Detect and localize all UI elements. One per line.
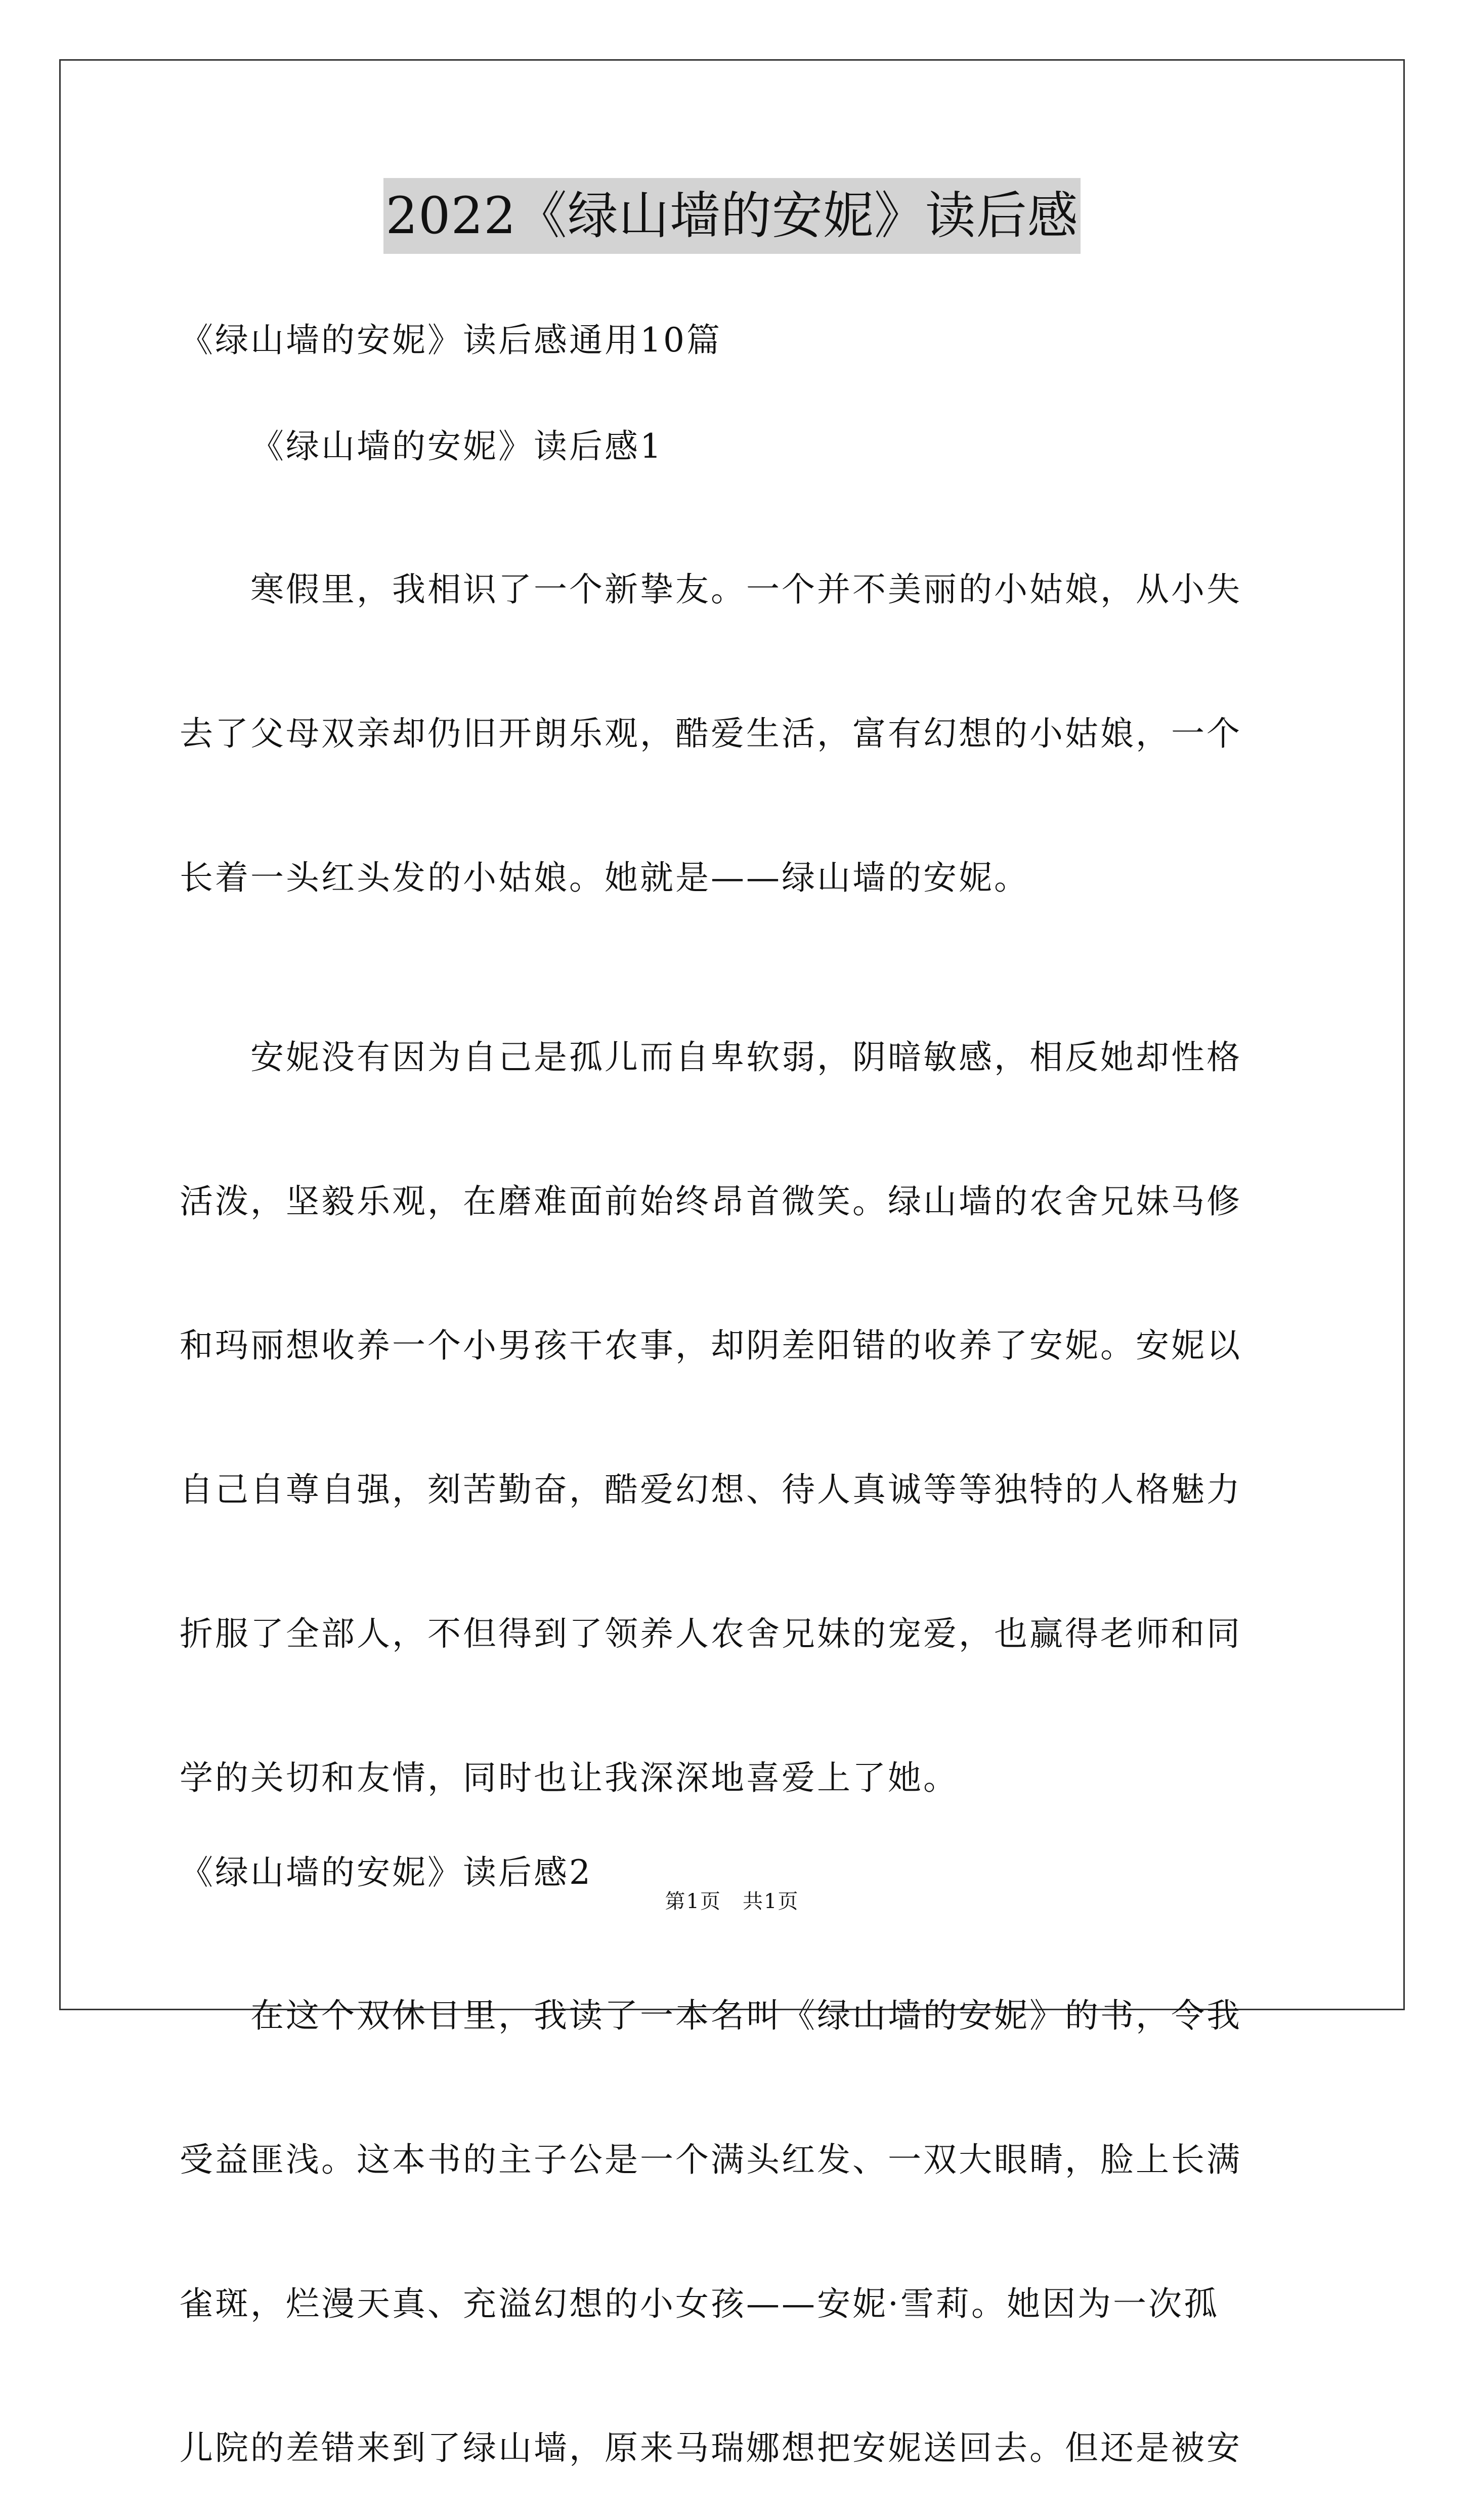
paragraph-line: 活泼，坚毅乐观，在磨难面前始终昂首微笑。绿山墙的农舍兄妹马修 — [180, 1182, 1242, 1221]
paragraph-line: 自己自尊自强，刻苦勤奋，酷爱幻想、待人真诚等等独特的人格魅力 — [180, 1470, 1242, 1509]
paragraph-line: 去了父母双亲却仍旧开朗乐观，酷爱生活，富有幻想的小姑娘，一个 — [180, 714, 1242, 753]
paragraph-3 — [180, 1943, 1293, 2520]
paragraph-1 — [180, 517, 1293, 950]
paragraph-line: 雀斑，烂漫天真、充溢幻想的小女孩——安妮·雪莉。她因为一次孤 — [180, 2284, 1219, 2323]
paragraph-line: 受益匪浅。这本书的主子公是一个满头红发、一双大眼睛，脸上长满 — [180, 2140, 1242, 2179]
section-heading-2: 《绿山墙的安妮》读后感2 — [180, 1853, 592, 1892]
document-subtitle: 《绿山墙的安妮》读后感通用10篇 — [180, 321, 722, 360]
paragraph-line: 在这个双休日里，我读了一本名叫《绿山墙的安妮》的书，令我 — [250, 1996, 1242, 2035]
document-body — [180, 302, 1293, 2520]
paragraph-line: 寒假里，我相识了一个新挚友。一个并不美丽的小姑娘，从小失 — [250, 570, 1242, 609]
paragraph-line: 安妮没有因为自己是孤儿而自卑软弱，阴暗敏感，相反她却性格 — [250, 1038, 1242, 1077]
page-footer — [0, 1885, 1464, 1914]
section-heading-1: 《绿山墙的安妮》读后感1 — [250, 427, 663, 466]
paragraph-line: 折服了全部人，不但得到了领养人农舍兄妹的宠爱，也赢得老师和同 — [180, 1614, 1242, 1653]
paragraph-2 — [180, 985, 1293, 1850]
page-number: 第1页 共1页 — [665, 1890, 799, 1913]
paragraph-line: 儿院的差错来到了绿山墙，原来马瑞娜想把安妮送回去。但还是被安 — [180, 2428, 1242, 2467]
paragraph-line: 学的关切和友情，同时也让我深深地喜爱上了她。 — [180, 1758, 959, 1797]
title-container — [0, 178, 1464, 254]
document-title: 2022《绿山墙的安妮》读后感 — [383, 178, 1081, 254]
paragraph-line: 和玛丽想收养一个小男孩干农事，却阴差阳错的收养了安妮。安妮以 — [180, 1326, 1242, 1365]
paragraph-line: 长着一头红头发的小姑娘。她就是——绿山墙的安妮。 — [180, 858, 1029, 897]
